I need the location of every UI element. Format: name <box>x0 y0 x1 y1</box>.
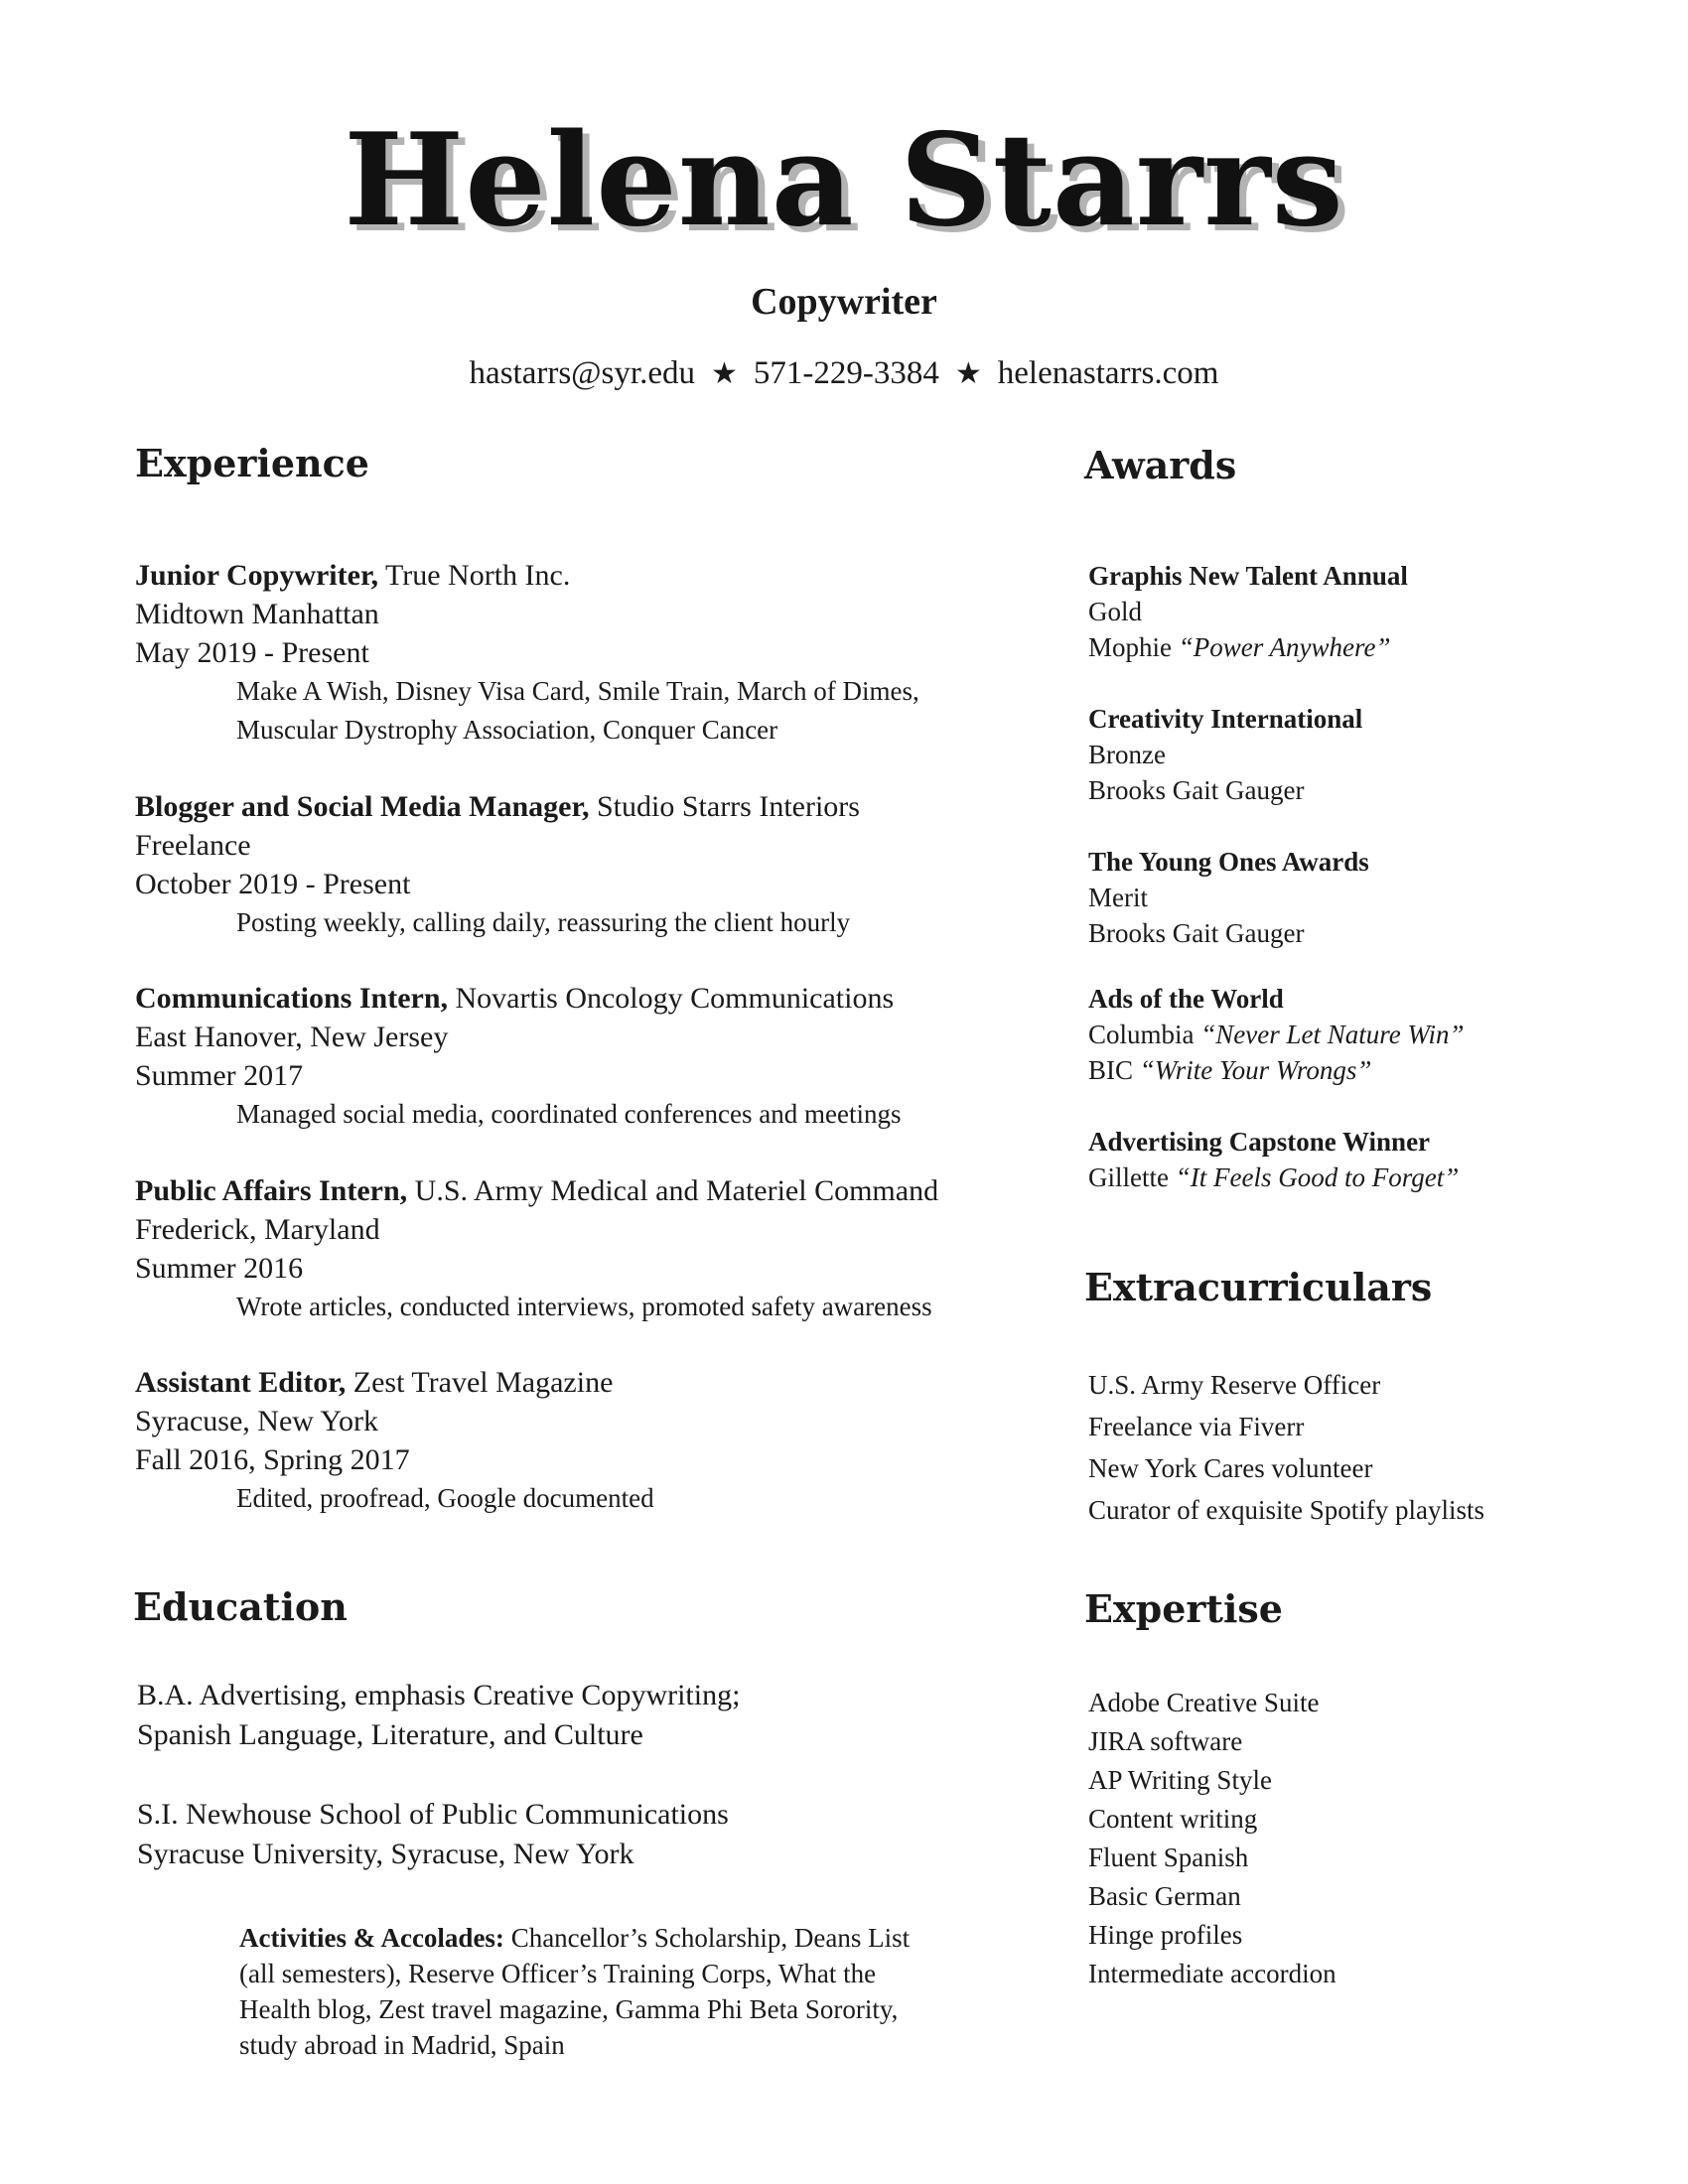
award-entry <box>1088 981 1664 1088</box>
extracurriculars-heading: Extracurriculars <box>1084 1265 1433 1309</box>
degree-line: Spanish Language, Literature, and Culture <box>137 1718 643 1751</box>
star-icon: ★ <box>954 357 982 390</box>
list-item: JIRA software <box>1088 1726 1243 1756</box>
website-link[interactable]: helenastarrs.com <box>997 355 1219 391</box>
degree-line: B.A. Advertising, emphasis Creative Copywriting; <box>137 1679 741 1711</box>
award-title: Graphis New Talent Annual <box>1088 561 1408 591</box>
job-location: Frederick, Maryland <box>135 1213 380 1246</box>
experience-heading: Experience <box>135 441 369 485</box>
education-heading: Education <box>133 1584 348 1629</box>
award-level: Bronze <box>1088 740 1166 769</box>
award-title: The Young Ones Awards <box>1088 847 1369 877</box>
award-brand: Mophie <box>1088 632 1179 662</box>
expertise-list <box>1088 1684 1664 1993</box>
job-location: East Hanover, New Jersey <box>135 1021 449 1053</box>
job-dates: Summer 2017 <box>135 1059 304 1092</box>
job-role: Copywriter <box>751 281 937 323</box>
resume-name: Helena Starrs <box>344 106 1344 255</box>
job-location: Freelance <box>135 829 251 862</box>
email-link[interactable]: hastarrs@syr.edu <box>469 355 695 391</box>
award-title: Advertising Capstone Winner <box>1088 1127 1431 1157</box>
job-title: Public Affairs Intern, <box>135 1174 408 1207</box>
school-line: Syracuse University, Syracuse, New York <box>137 1838 634 1870</box>
award-entry <box>1088 1124 1664 1195</box>
job-dates: May 2019 - Present <box>135 636 369 669</box>
star-icon: ★ <box>710 357 738 390</box>
award-brand: Columbia <box>1088 1020 1201 1049</box>
list-item: Basic German <box>1088 1881 1241 1911</box>
list-item: Hinge profiles <box>1088 1920 1243 1950</box>
job-description: Edited, proofread, Google documented <box>236 1483 654 1513</box>
extracurriculars-list <box>1088 1364 1664 1531</box>
job-org: Zest Travel Magazine <box>346 1366 614 1399</box>
list-item: Adobe Creative Suite <box>1088 1688 1320 1717</box>
award-entry <box>1088 844 1664 951</box>
job-entry <box>135 787 1088 942</box>
award-title: Creativity International <box>1088 704 1363 734</box>
job-description: Wrote articles, conducted interviews, promoted safety awareness <box>236 1292 932 1321</box>
job-title: Assistant Editor, <box>135 1366 347 1399</box>
activities-text: Health blog, Zest travel magazine, Gamma Phi Beta Sorority, <box>239 1994 899 2024</box>
job-entry <box>135 1363 1088 1518</box>
activities-text: (all semesters), Reserve Officer’s Training Corps, What the <box>239 1959 877 1988</box>
education-degree <box>137 1676 1070 1755</box>
school-line: S.I. Newhouse School of Public Communications <box>137 1798 729 1831</box>
activities-text: study abroad in Madrid, Spain <box>239 2030 565 2060</box>
job-description: Make A Wish, Disney Visa Card, Smile Train, March of Dimes, <box>236 676 919 706</box>
job-description: Managed social media, coordinated conferences and meetings <box>236 1099 902 1129</box>
education-school <box>137 1795 1070 1874</box>
list-item: AP Writing Style <box>1088 1765 1272 1795</box>
award-level: Gold <box>1088 597 1142 626</box>
job-entry <box>135 556 1088 750</box>
activities-accolades <box>239 1920 1014 2063</box>
job-dates: October 2019 - Present <box>135 868 411 900</box>
job-location: Syracuse, New York <box>135 1405 378 1437</box>
activities-label: Activities & Accolades: <box>239 1923 504 1953</box>
job-description: Posting weekly, calling daily, reassuring the client hourly <box>236 907 851 937</box>
list-item: Freelance via Fiverr <box>1088 1412 1305 1441</box>
awards-heading: Awards <box>1084 443 1237 487</box>
award-brand: Brooks Gait Gauger <box>1088 775 1305 805</box>
award-campaign: “Power Anywhere” <box>1178 632 1391 662</box>
award-campaign: “Write Your Wrongs” <box>1139 1055 1372 1085</box>
list-item: Content writing <box>1088 1804 1258 1834</box>
phone-number: 571-229-3384 <box>753 355 939 391</box>
job-title: Communications Intern, <box>135 982 449 1015</box>
job-dates: Summer 2016 <box>135 1252 304 1285</box>
list-item: New York Cares volunteer <box>1088 1453 1373 1483</box>
job-org: U.S. Army Medical and Materiel Command <box>407 1174 939 1207</box>
list-item: Fluent Spanish <box>1088 1843 1249 1872</box>
award-campaign: “It Feels Good to Forget” <box>1175 1162 1460 1192</box>
award-level: Merit <box>1088 883 1148 912</box>
award-title: Ads of the World <box>1088 984 1284 1014</box>
activities-text: Chancellor’s Scholarship, Deans List <box>503 1923 911 1953</box>
award-brand: BIC <box>1088 1055 1140 1085</box>
job-org: Novartis Oncology Communications <box>448 982 895 1015</box>
job-title: Blogger and Social Media Manager, <box>135 790 590 823</box>
job-entry <box>135 979 1088 1134</box>
expertise-heading: Expertise <box>1084 1586 1283 1631</box>
job-location: Midtown Manhattan <box>135 598 379 630</box>
award-brand: Gillette <box>1088 1162 1176 1192</box>
award-entry <box>1088 558 1664 665</box>
list-item: Curator of exquisite Spotify playlists <box>1088 1495 1484 1525</box>
job-entry <box>135 1171 1088 1326</box>
job-org: True North Inc. <box>378 559 571 592</box>
award-entry <box>1088 701 1664 808</box>
award-brand: Brooks Gait Gauger <box>1088 918 1305 948</box>
contact-line <box>0 357 1688 390</box>
award-campaign: “Never Let Nature Win” <box>1200 1020 1465 1049</box>
list-item: U.S. Army Reserve Officer <box>1088 1370 1381 1400</box>
job-description: Muscular Dystrophy Association, Conquer Cancer <box>236 715 778 745</box>
job-dates: Fall 2016, Spring 2017 <box>135 1443 410 1476</box>
job-org: Studio Starrs Interiors <box>589 790 860 823</box>
list-item: Intermediate accordion <box>1088 1959 1336 1988</box>
job-title: Junior Copywriter, <box>135 559 379 592</box>
